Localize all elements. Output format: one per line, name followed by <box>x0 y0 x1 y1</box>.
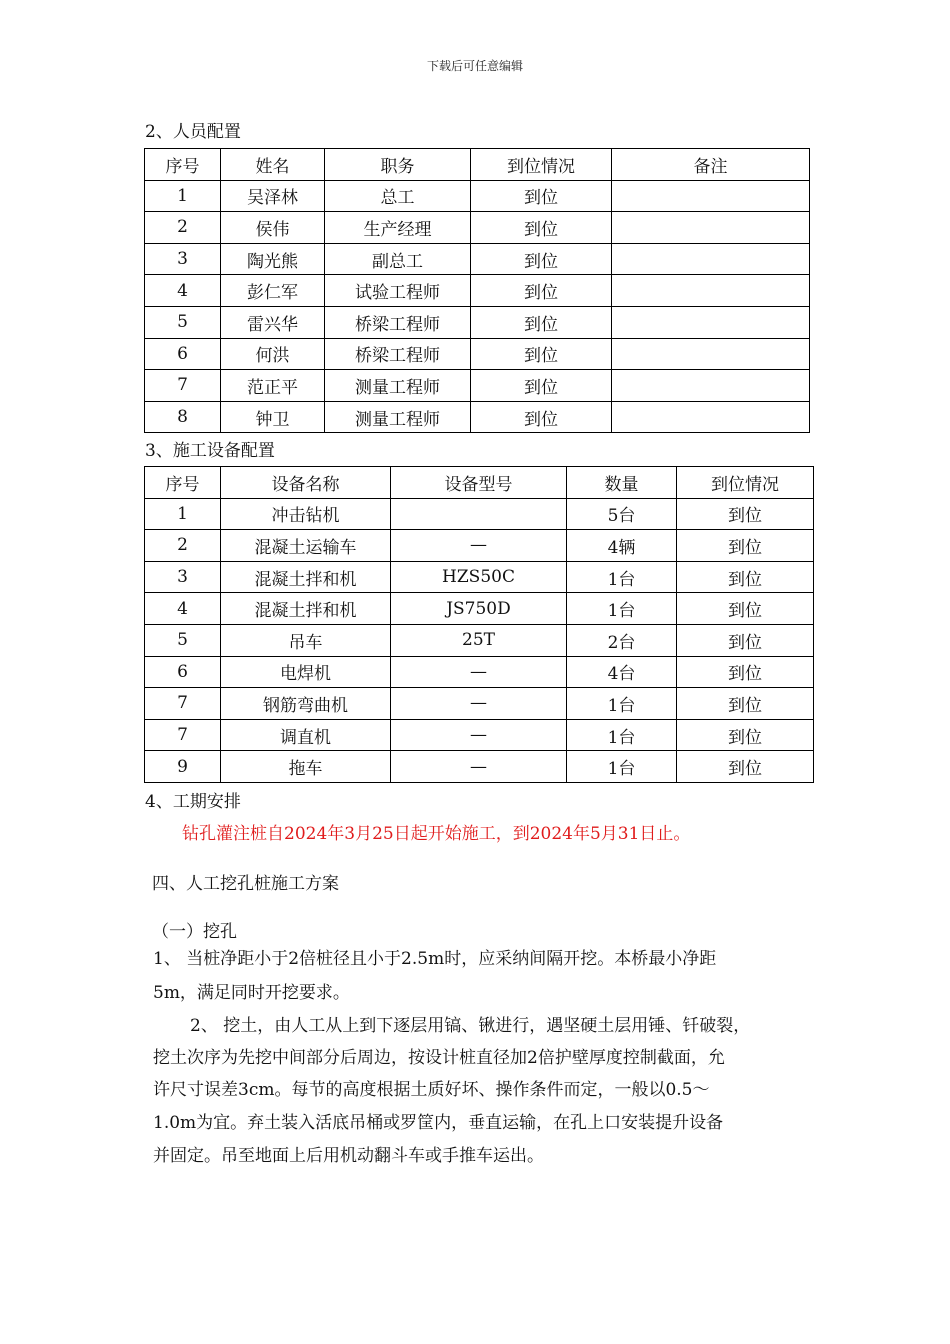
equipment-table-header-cell: 设备型号 <box>391 467 567 499</box>
staff-table-row <box>145 243 810 275</box>
staff-table-cell: 3 <box>145 243 221 275</box>
equipment-table-cell: 2 <box>145 530 221 562</box>
item2-line5: 并固定。吊至地面上后用机动翻斗车或手推车运出。 <box>153 1146 544 1166</box>
staff-table-header-cell: 序号 <box>145 149 221 181</box>
equipment-table-cell: 6 <box>145 656 221 688</box>
staff-table-cell: 到位 <box>471 306 612 338</box>
staff-table-cell: 5 <box>145 306 221 338</box>
item2-line1: 2、 挖土，由人工从上到下逐层用镐、锹进行，遇坚硬土层用锤、钎破裂， <box>190 1016 751 1036</box>
equipment-table-cell <box>391 498 567 530</box>
staff-table-header-row <box>145 149 810 181</box>
staff-table-cell: 钟卫 <box>221 401 325 433</box>
equipment-table-cell: 2台 <box>567 624 677 656</box>
equipment-table-cell: 电焊机 <box>221 656 391 688</box>
section3-title: 3、施工设备配置 <box>145 441 275 461</box>
staff-table-cell: 桥梁工程师 <box>325 338 471 370</box>
equipment-table-row <box>145 656 814 688</box>
staff-table-cell: 到位 <box>471 180 612 212</box>
equipment-table-cell: 冲击钻机 <box>221 498 391 530</box>
staff-table-cell: 吴泽林 <box>221 180 325 212</box>
equipment-table-cell: 到位 <box>677 561 814 593</box>
staff-table-cell <box>612 370 810 402</box>
item1-line1: 1、 当桩净距小于2倍桩径且小于2.5m时，应采纳间隔开挖。本桥最小净距 <box>153 949 717 969</box>
staff-table-row <box>145 275 810 307</box>
staff-table-cell: 测量工程师 <box>325 370 471 402</box>
equipment-table-cell: — <box>391 751 567 783</box>
staff-table-cell: 到位 <box>471 212 612 244</box>
equipment-table-cell: 1台 <box>567 688 677 720</box>
staff-table-cell: 总工 <box>325 180 471 212</box>
staff-table-cell: 6 <box>145 338 221 370</box>
item2-line4: 1.0m为宜。弃土装入活底吊桶或罗筐内，垂直运输，在孔上口安装提升设备 <box>153 1113 724 1133</box>
staff-table-cell: 桥梁工程师 <box>325 306 471 338</box>
staff-table-cell: 陶光熊 <box>221 243 325 275</box>
staff-table-cell: 2 <box>145 212 221 244</box>
staff-table-cell <box>612 212 810 244</box>
staff-table-row <box>145 401 810 433</box>
staff-table-cell: 副总工 <box>325 243 471 275</box>
staff-table-row <box>145 338 810 370</box>
staff-table-row <box>145 212 810 244</box>
equipment-table-cell: 5 <box>145 624 221 656</box>
staff-table-cell <box>612 243 810 275</box>
equipment-table-header-cell: 到位情况 <box>677 467 814 499</box>
equipment-table-row <box>145 624 814 656</box>
equipment-table-cell: 钢筋弯曲机 <box>221 688 391 720</box>
equipment-table-cell: — <box>391 719 567 751</box>
equipment-table-cell: 到位 <box>677 593 814 625</box>
staff-table-cell: 到位 <box>471 243 612 275</box>
staff-table-header-cell: 备注 <box>612 149 810 181</box>
equipment-table-cell: 4台 <box>567 656 677 688</box>
equipment-table-cell: 25T <box>391 624 567 656</box>
equipment-table-cell: 1台 <box>567 751 677 783</box>
equipment-table-cell: 7 <box>145 688 221 720</box>
equipment-table-row <box>145 593 814 625</box>
equipment-table-cell: 到位 <box>677 530 814 562</box>
header-note: 下载后可任意编辑 <box>426 59 523 73</box>
equipment-table-cell: — <box>391 656 567 688</box>
equipment-table-cell: HZS50C <box>391 561 567 593</box>
equipment-table-row <box>145 719 814 751</box>
section4-title: 4、工期安排 <box>145 792 241 812</box>
staff-table-cell <box>612 306 810 338</box>
staff-table-cell: 彭仁军 <box>221 275 325 307</box>
equipment-table-row <box>145 530 814 562</box>
staff-table-cell: 到位 <box>471 338 612 370</box>
staff-table-cell: 8 <box>145 401 221 433</box>
equipment-table-cell: 到位 <box>677 688 814 720</box>
equipment-table-cell: 到位 <box>677 498 814 530</box>
equipment-table-cell: 9 <box>145 751 221 783</box>
staff-table-header-cell: 职务 <box>325 149 471 181</box>
equipment-table-row <box>145 561 814 593</box>
equipment-table <box>144 466 814 783</box>
staff-table-cell: 4 <box>145 275 221 307</box>
staff-table-cell: 到位 <box>471 401 612 433</box>
staff-table-cell: 到位 <box>471 370 612 402</box>
equipment-table-cell: 4 <box>145 593 221 625</box>
equipment-table-cell: JS750D <box>391 593 567 625</box>
equipment-table-header-cell: 序号 <box>145 467 221 499</box>
equipment-table-cell: 吊车 <box>221 624 391 656</box>
staff-table-cell <box>612 180 810 212</box>
staff-table-cell <box>612 275 810 307</box>
equipment-table-header-cell: 数量 <box>567 467 677 499</box>
equipment-table-cell: — <box>391 688 567 720</box>
section2-title: 2、人员配置 <box>145 122 241 142</box>
item2-line3: 许尺寸误差3cm。每节的高度根据土质好坏、操作条件而定，一般以0.5～ <box>153 1080 710 1100</box>
item2-line2: 挖土次序为先挖中间部分后周边，按设计桩直径加2倍护壁厚度控制截面，允 <box>153 1048 725 1068</box>
equipment-table-cell: 1台 <box>567 561 677 593</box>
schedule-text: 钻孔灌注桩自2024年3月25日起开始施工，到2024年5月31日止。 <box>182 824 691 844</box>
staff-table-cell: 7 <box>145 370 221 402</box>
equipment-table-cell: 到位 <box>677 751 814 783</box>
staff-table-cell: 雷兴华 <box>221 306 325 338</box>
staff-table-row <box>145 370 810 402</box>
equipment-table-cell: 到位 <box>677 656 814 688</box>
equipment-table-cell: 到位 <box>677 719 814 751</box>
staff-table-row <box>145 306 810 338</box>
equipment-table-cell: 到位 <box>677 624 814 656</box>
equipment-table-header-cell: 设备名称 <box>221 467 391 499</box>
equipment-table-row <box>145 751 814 783</box>
equipment-table-cell: 7 <box>145 719 221 751</box>
equipment-table-cell: 混凝土拌和机 <box>221 561 391 593</box>
equipment-table-row <box>145 498 814 530</box>
staff-table-cell: 到位 <box>471 275 612 307</box>
part4-title: 四、人工挖孔桩施工方案 <box>152 874 339 894</box>
equipment-table-header-row <box>145 467 814 499</box>
staff-table <box>144 148 810 433</box>
staff-table-header-cell: 姓名 <box>221 149 325 181</box>
equipment-table-cell: 1台 <box>567 719 677 751</box>
staff-table-cell <box>612 401 810 433</box>
staff-table-header-cell: 到位情况 <box>471 149 612 181</box>
equipment-table-cell: 4辆 <box>567 530 677 562</box>
staff-table-cell: 1 <box>145 180 221 212</box>
staff-table-cell <box>612 338 810 370</box>
equipment-table-cell: 1 <box>145 498 221 530</box>
equipment-table-cell: 调直机 <box>221 719 391 751</box>
equipment-table-cell: 5台 <box>567 498 677 530</box>
staff-table-cell: 范正平 <box>221 370 325 402</box>
staff-table-cell: 生产经理 <box>325 212 471 244</box>
equipment-table-cell: 1台 <box>567 593 677 625</box>
equipment-table-cell: 3 <box>145 561 221 593</box>
equipment-table-cell: 混凝土运输车 <box>221 530 391 562</box>
equipment-table-cell: 混凝土拌和机 <box>221 593 391 625</box>
item1-line2: 5m，满足同时开挖要求。 <box>153 983 350 1003</box>
equipment-table-row <box>145 688 814 720</box>
staff-table-cell: 何洪 <box>221 338 325 370</box>
staff-table-row <box>145 180 810 212</box>
staff-table-cell: 试验工程师 <box>325 275 471 307</box>
subsection-title: （一）挖孔 <box>152 922 237 942</box>
equipment-table-cell: 拖车 <box>221 751 391 783</box>
equipment-table-cell: — <box>391 530 567 562</box>
staff-table-cell: 测量工程师 <box>325 401 471 433</box>
staff-table-cell: 侯伟 <box>221 212 325 244</box>
